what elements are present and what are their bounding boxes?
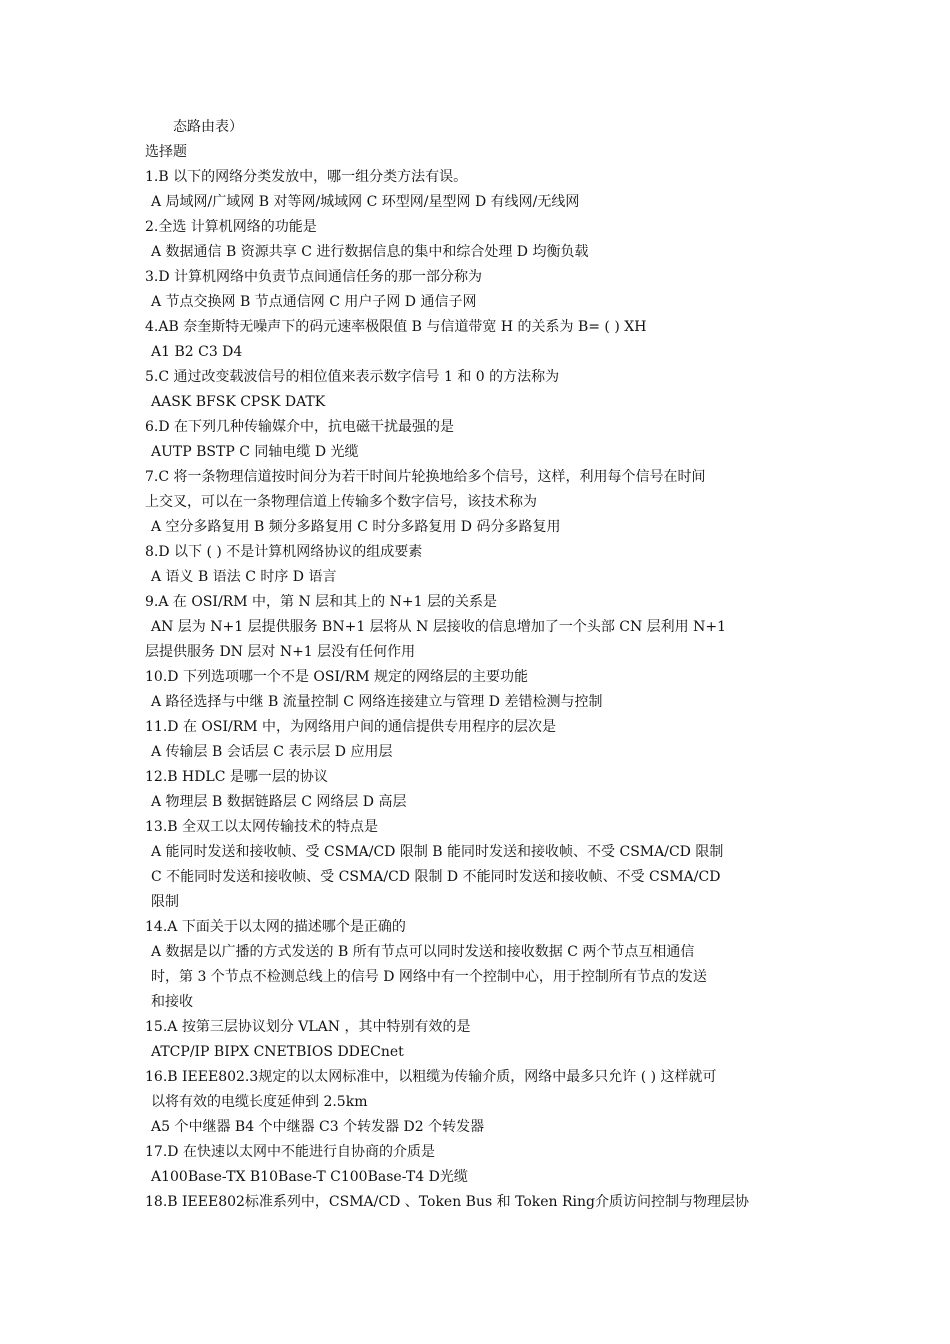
text-line: 态路由表） [173, 119, 243, 135]
question-5: 5.C 通过改变载波信号的相位值来表示数字信号 1 和 0 的方法称为 [145, 369, 560, 385]
options-1: A 局域网/广域网 B 对等网/城域网 C 环型网/星型网 D 有线网/无线网 [151, 194, 580, 210]
question-15: 15.A 按第三层协议划分 VLAN ，其中特别有效的是 [145, 1019, 471, 1035]
question-7-cont: 上交叉，可以在一条物理信道上传输多个数字信号，该技术称为 [145, 494, 537, 510]
document-content [145, 115, 810, 1215]
options-7: A 空分多路复用 B 频分多路复用 C 时分多路复用 D 码分多路复用 [151, 519, 561, 535]
question-13: 13.B 全双工以太网传输技术的特点是 [145, 819, 379, 835]
question-12: 12.B HDLC 是哪一层的协议 [145, 769, 328, 785]
options-17: A100Base-TX B10Base-T C100Base-T4 D光缆 [151, 1169, 468, 1185]
options-10: A 路径选择与中继 B 流量控制 C 网络连接建立与管理 D 差错检测与控制 [151, 694, 603, 710]
options-13: A 能同时发送和接收帧、受 CSMA/CD 限制 B 能同时发送和接收帧、不受 CSMA/CD 限制 [151, 844, 724, 860]
question-9: 9.A 在 OSI/RM 中，第 N 层和其上的 N+1 层的关系是 [145, 594, 497, 610]
options-12: A 物理层 B 数据链路层 C 网络层 D 高层 [151, 794, 407, 810]
options-14: A 数据是以广播的方式发送的 B 所有节点可以同时发送和接收数据 C 两个节点互相通信 [151, 944, 695, 960]
question-2: 2.全选 计算机网络的功能是 [145, 219, 317, 235]
options-5: AASK BFSK CPSK DATK [151, 394, 326, 410]
question-4: 4.AB 奈奎斯特无噪声下的码元速率极限值 B 与信道带宽 H 的关系为 B= ( ) XH [145, 319, 647, 335]
question-17: 17.D 在快速以太网中不能进行自协商的介质是 [145, 1144, 435, 1160]
question-11: 11.D 在 OSI/RM 中，为网络用户间的通信提供专用程序的层次是 [145, 719, 557, 735]
options-14-cont: 和接收 [151, 994, 193, 1010]
options-3: A 节点交换网 B 节点通信网 C 用户子网 D 通信子网 [151, 294, 477, 310]
options-9-cont: 层提供服务 DN 层对 N+1 层没有任何作用 [145, 644, 416, 660]
options-14-cont: 时，第 3 个节点不检测总线上的信号 D 网络中有一个控制中心，用于控制所有节点的发送 [151, 969, 707, 985]
question-8: 8.D 以下 ( ) 不是计算机网络协议的组成要素 [145, 544, 423, 560]
question-7: 7.C 将一条物理信道按时间分为若干时间片轮换地给多个信号，这样，利用每个信号在时间 [145, 469, 706, 485]
question-10: 10.D 下列选项哪一个不是 OSI/RM 规定的网络层的主要功能 [145, 669, 529, 685]
question-16-cont: 以将有效的电缆长度延伸到 2.5km [151, 1094, 368, 1110]
options-15: ATCP/IP BIPX CNETBIOS DDECnet [151, 1044, 404, 1060]
question-18: 18.B IEEE802标准系列中，CSMA/CD 、Token Bus 和 Token Ring介质访问控制与物理层协 [145, 1194, 749, 1210]
options-11: A 传输层 B 会话层 C 表示层 D 应用层 [151, 744, 393, 760]
options-13-cont: C 不能同时发送和接收帧、受 CSMA/CD 限制 D 不能同时发送和接收帧、不受 CSMA/CD [151, 869, 721, 885]
options-2: A 数据通信 B 资源共享 C 进行数据信息的集中和综合处理 D 均衡负载 [151, 244, 589, 260]
question-3: 3.D 计算机网络中负责节点间通信任务的那一部分称为 [145, 269, 483, 285]
options-6: AUTP BSTP C 同轴电缆 D 光缆 [151, 444, 359, 460]
options-9: AN 层为 N+1 层提供服务 BN+1 层将从 N 层接收的信息增加了一个头部 CN 层利用 N+1 [151, 619, 727, 635]
options-16: A5 个中继器 B4 个中继器 C3 个转发器 D2 个转发器 [151, 1119, 485, 1135]
question-14: 14.A 下面关于以太网的描述哪个是正确的 [145, 919, 406, 935]
options-4: A1 B2 C3 D4 [151, 344, 243, 360]
options-13-cont: 限制 [151, 894, 179, 910]
question-1: 1.B 以下的网络分类发放中，哪一组分类方法有误。 [145, 169, 468, 185]
section-heading: 选择题 [145, 144, 187, 160]
options-8: A 语义 B 语法 C 时序 D 语言 [151, 569, 337, 585]
question-6: 6.D 在下列几种传输媒介中，抗电磁干扰最强的是 [145, 419, 455, 435]
question-16: 16.B IEEE802.3规定的以太网标准中，以粗缆为传输介质，网络中最多只允许 ( ) 这样就可 [145, 1069, 717, 1085]
